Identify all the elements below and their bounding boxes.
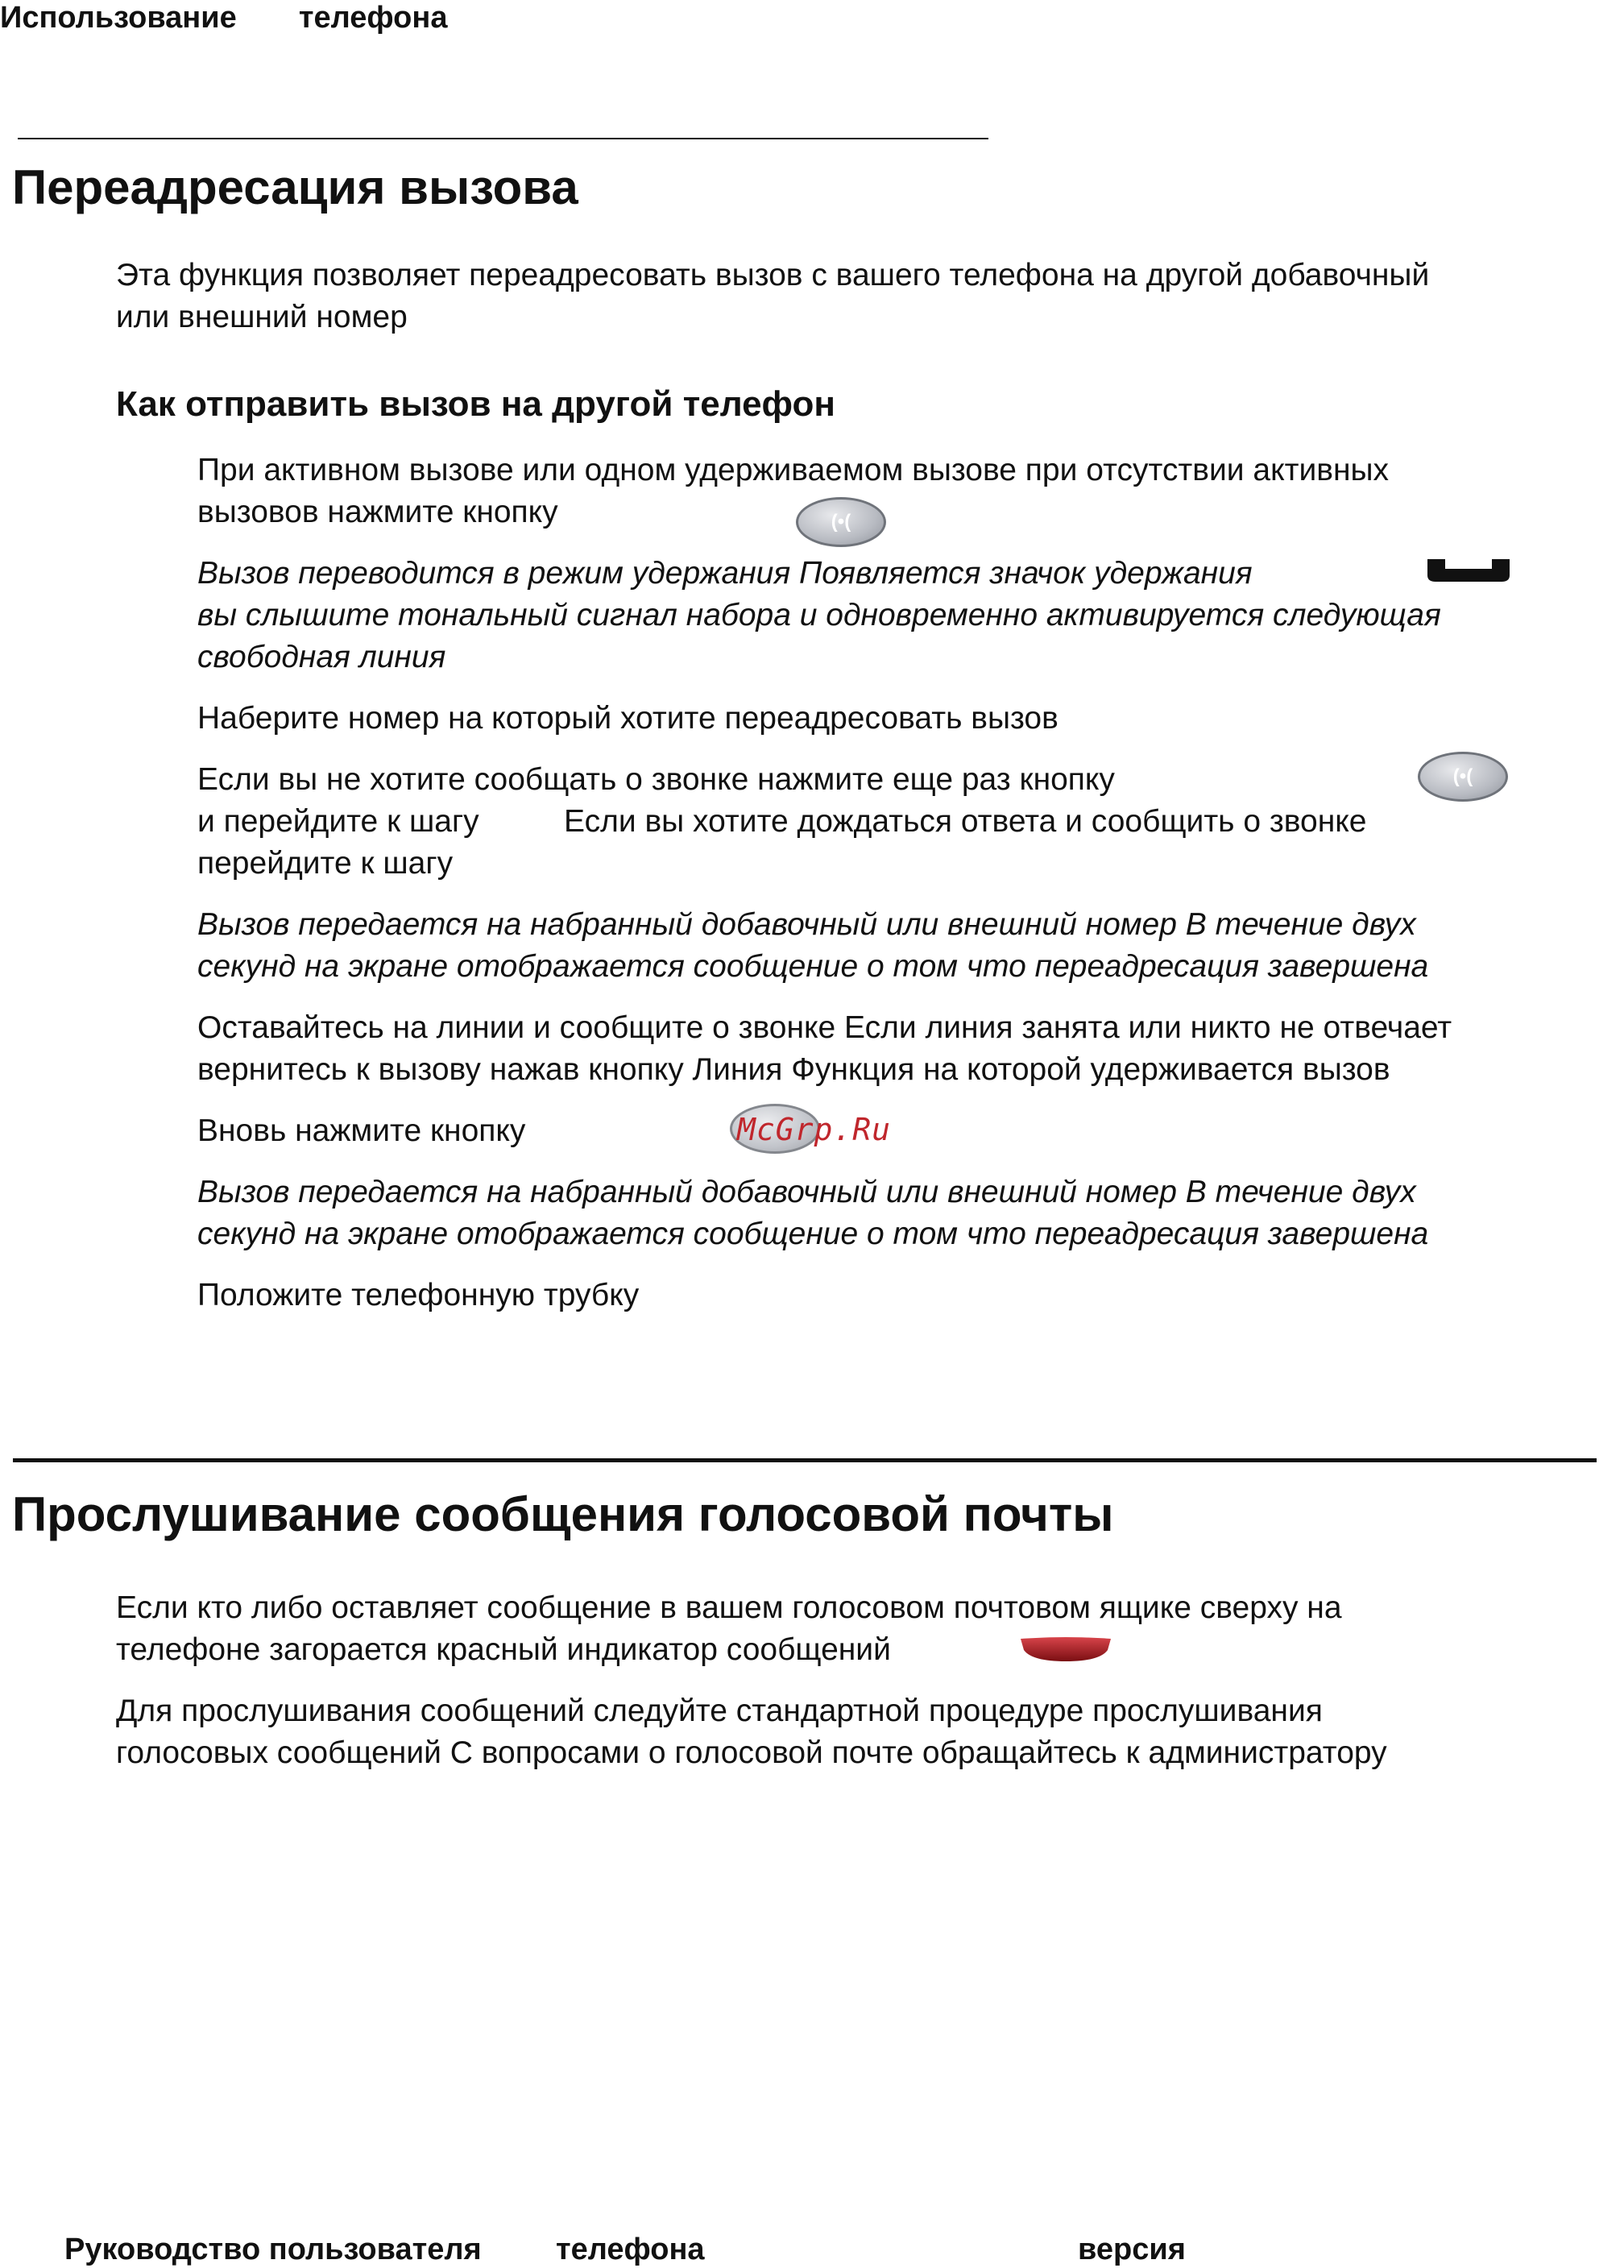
transfer-button-icon	[796, 497, 886, 547]
header-left: Использование	[0, 1, 237, 35]
step3-line-2b: Если вы хотите дождаться ответа и сообщить о звонке	[564, 804, 1367, 839]
step3-line-3: перейдите к шагу	[197, 846, 454, 881]
intro-line-1: Эта функция позволяет переадресовать вызов с вашего телефона на другой добавочный	[116, 258, 1430, 292]
footer-right: версия	[1078, 2233, 1186, 2266]
transfer-button-icon-2	[1418, 752, 1508, 802]
note3-line-2: секунд на экране отображается сообщение о том что переадресация завершена	[197, 1217, 1429, 1251]
section-title-voicemail: Прослушивание сообщения голосовой почты	[12, 1487, 1114, 1541]
note1-line-1: Вызов переводится в режим удержания Появляется значок удержания	[197, 556, 1253, 591]
message-indicator-icon	[1019, 1636, 1112, 1663]
section-title-transfer: Переадресация вызова	[12, 160, 578, 214]
vm-p1-line-1: Если кто либо оставляет сообщение в вашем голосовом почтовом ящике сверху на	[116, 1590, 1342, 1625]
note2-line-1: Вызов передается на набранный добавочный или внешний номер В течение двух	[197, 907, 1416, 942]
vm-p2-line-1: Для прослушивания сообщений следуйте стандартной процедуре прослушивания	[116, 1694, 1323, 1728]
note1-line-2: вы слышите тональный сигнал набора и одновременно активируется следующая	[197, 598, 1441, 632]
transfer-glyph: (•(	[831, 511, 851, 533]
note1-line-3: свободная линия	[197, 640, 446, 674]
header-rule	[18, 138, 988, 139]
footer-left: Руководство пользователя	[64, 2233, 482, 2266]
step3-line-1: Если вы не хотите сообщать о звонке нажмите еще раз кнопку	[197, 762, 1115, 797]
note2-line-2: секунд на экране отображается сообщение о том что переадресация завершена	[197, 949, 1429, 984]
section-rule	[13, 1458, 1597, 1462]
watermark: McGrp.Ru	[737, 1112, 892, 1147]
step6: Положите телефонную трубку	[197, 1278, 640, 1312]
step1-line-1: При активном вызове или одном удерживаемом вызове при отсутствии активных	[197, 453, 1390, 487]
step3-line-2a: и перейдите к шагу	[197, 804, 479, 839]
header-right: телефона	[298, 1, 448, 35]
step5: Вновь нажмите кнопку	[197, 1113, 526, 1148]
step1-line-2: вызовов нажмите кнопку	[197, 495, 558, 529]
footer-middle: телефона	[556, 2233, 705, 2266]
step4-line-1: Оставайтесь на линии и сообщите о звонке Если линия занята или никто не отвечает	[197, 1010, 1452, 1045]
hold-handset-icon	[1424, 556, 1513, 583]
vm-p1-line-2: телефоне загорается красный индикатор сообщений	[116, 1632, 891, 1667]
vm-p2-line-2: голосовых сообщений С вопросами о голосовой почте обращайтесь к администратору	[116, 1735, 1387, 1770]
subsection-title: Как отправить вызов на другой телефон	[116, 384, 835, 424]
running-header	[0, 0, 447, 35]
transfer-glyph-2: (•(	[1452, 765, 1473, 787]
note3-line-1: Вызов передается на набранный добавочный или внешний номер В течение двух	[197, 1175, 1416, 1209]
step2: Наберите номер на который хотите переадресовать вызов	[197, 701, 1058, 736]
intro-line-2: или внешний номер	[116, 300, 408, 334]
step4-line-2: вернитесь к вызову нажав кнопку Линия Функция на которой удерживается вызов	[197, 1052, 1390, 1087]
